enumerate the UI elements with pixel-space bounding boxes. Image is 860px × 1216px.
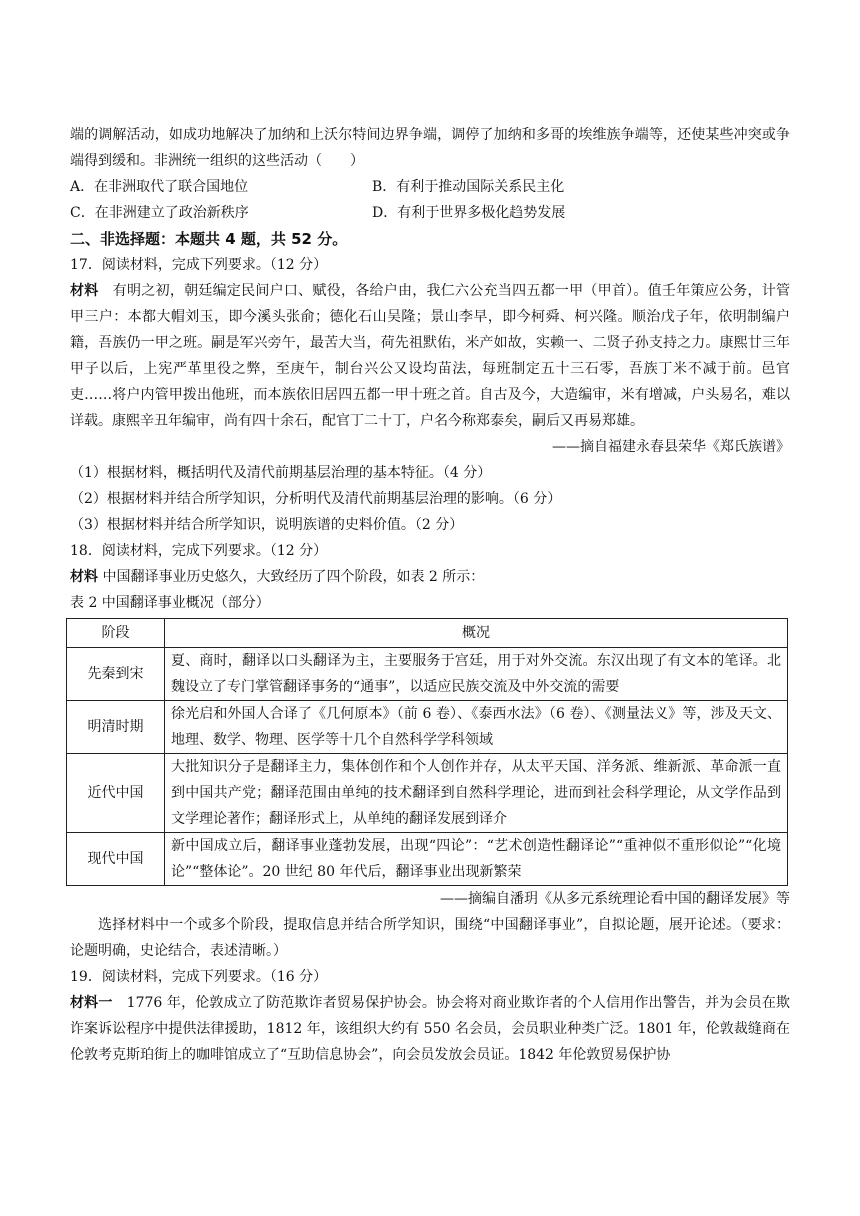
q17-material-label: 材料 bbox=[70, 283, 99, 299]
q17-sub-2: （2）根据材料并结合所学知识，分析明代及清代前期基层治理的影响。（6 分） bbox=[70, 491, 562, 507]
q18-table-caption: 表 2 中国翻译事业概况（部分） bbox=[70, 595, 270, 611]
table-row bbox=[67, 648, 788, 701]
q16-option-a[interactable]: A．在非洲取代了联合国地位 bbox=[70, 179, 249, 195]
table-header-stage: 阶段 bbox=[67, 619, 165, 648]
q18-source: ——摘编自潘玥《从多元系统理论看中国的翻译发展》等 bbox=[440, 891, 790, 907]
q19-material-1 bbox=[70, 990, 790, 1068]
table-cell-desc: 大批知识分子是翻译主力，集体创作和个人创作并存，从太平天国、洋务派、维新派、革命派一直到中国共产党；翻译范围由单纯的技术翻译到自然科学理论，进而到社会科学理论，从文学作品到文学理论著作；翻译形式上，从单纯的翻译发展到译介 bbox=[165, 754, 788, 833]
q17-source: ——摘自福建永春县荣华《郑氏族谱》 bbox=[552, 439, 790, 455]
q17-material-text: 有明之初，朝廷编定民间户口、赋役，各给户由，我仁六公充当四五都一甲（甲首）。值壬年策应公务，计管甲三户：本都大帽刘玉，即今溪头张俞；德化石山吴隆；景山李早，即今柯舜、柯兴隆。顺治戊子年，依明制编户籍，吾族仍一甲之班。嗣是军兴旁午，最苦大当，荷先祖默佑，米产如故，实赖一、二贤子孙支持之力。康熙廿三年甲子以后，上宪严革里役之弊，至庚午，制台兴公又设均苗法，每班制定五十三石零，吾族丁米不减于前。邑官吏……将户内管甲拨出他班，而本族依旧居四五都一甲十班之首。自古及今，大造编审，米有增减，户头易名，难以详载。康熙辛丑年编审，尚有四十余石，配官丁二十丁，户名今称郑泰矣，嗣后又再易郑雄。 bbox=[70, 283, 791, 429]
q16-option-d[interactable]: D．有利于世界多极化趋势发展 bbox=[372, 205, 566, 221]
q16-option-c[interactable]: C．在非洲建立了政治新秩序 bbox=[70, 205, 249, 221]
table-cell-stage: 明清时期 bbox=[67, 701, 165, 754]
table-cell-desc: 徐光启和外国人合译了《几何原本》（前 6 卷）、《泰西水法》（6 卷）、《测量法义》等，涉及天文、地理、数学、物理、医学等十几个自然科学学科领域 bbox=[165, 701, 788, 754]
q17-heading: 17．阅读材料，完成下列要求。（12 分） bbox=[70, 257, 328, 273]
table-cell-stage: 现代中国 bbox=[67, 833, 165, 886]
translation-table bbox=[66, 618, 788, 886]
q17-sub-3: （3）根据材料并结合所学知识，说明族谱的史料价值。（2 分） bbox=[70, 517, 464, 533]
table-header-row bbox=[67, 619, 788, 648]
q16-options bbox=[70, 174, 790, 226]
q18-prompt: 选择材料中一个或多个阶段，提取信息并结合所学知识，围绕“中国翻译事业”，自拟论题，展开论述。（要求：论题明确，史论结合，表述清晰。） bbox=[70, 917, 790, 959]
q17-sub-1: （1）根据材料，概括明代及清代前期基层治理的基本特征。（4 分） bbox=[70, 465, 492, 481]
q16-option-b[interactable]: B．有利于推动国际关系民主化 bbox=[372, 179, 565, 195]
q18-heading: 18．阅读材料，完成下列要求。（12 分） bbox=[70, 543, 328, 559]
exam-page bbox=[70, 122, 790, 1068]
table-row bbox=[67, 701, 788, 754]
q19-material-text: 1776 年，伦敦成立了防范欺诈者贸易保护协会。协会将对商业欺诈者的个人信用作出警告，并为会员在欺诈案诉讼程序中提供法律援助，1812 年，该组织大约有 550 名会员，会员职业种类广泛。1801 年，伦敦裁缝商在伦敦考克斯珀街上的咖啡馆成立了“互助信息协会”，向会员发放会员证。1842 年伦敦贸易保护协 bbox=[70, 995, 791, 1063]
q19-heading: 19．阅读材料，完成下列要求。（16 分） bbox=[70, 969, 328, 985]
table-cell-stage: 先秦到宋 bbox=[67, 648, 165, 701]
q18-material-text: 中国翻译事业历史悠久，大致经历了四个阶段，如表 2 所示： bbox=[102, 569, 485, 585]
table-header-overview: 概况 bbox=[165, 619, 788, 648]
q19-material-label: 材料一 bbox=[70, 995, 113, 1011]
section-2-heading: 二、非选择题：本题共 4 题，共 52 分。 bbox=[70, 230, 348, 248]
table-cell-desc: 夏、商时，翻译以口头翻译为主，主要服务于宫廷，用于对外交流。东汉出现了有文本的笔译。北魏设立了专门掌管翻译事务的“通事”，以适应民族交流及中外交流的需要 bbox=[165, 648, 788, 701]
table-row bbox=[67, 833, 788, 886]
q18-material bbox=[70, 564, 790, 590]
q16-stem-continued: 端的调解活动，如成功地解决了加纳和上沃尔特间边界争端，调停了加纳和多哥的埃维族争端等，还使某些冲突或争端得到缓和。非洲统一组织的这些活动（ ） bbox=[70, 127, 790, 169]
q17-material bbox=[70, 278, 790, 434]
table-cell-stage: 近代中国 bbox=[67, 754, 165, 833]
table-row bbox=[67, 754, 788, 833]
q18-material-label: 材料 bbox=[70, 569, 98, 585]
table-cell-desc: 新中国成立后，翻译事业蓬勃发展，出现“四论”：“艺术创造性翻译论”“重神似不重形似论”“化境论”“整体论”。20 世纪 80 年代后，翻译事业出现新繁荣 bbox=[165, 833, 788, 886]
